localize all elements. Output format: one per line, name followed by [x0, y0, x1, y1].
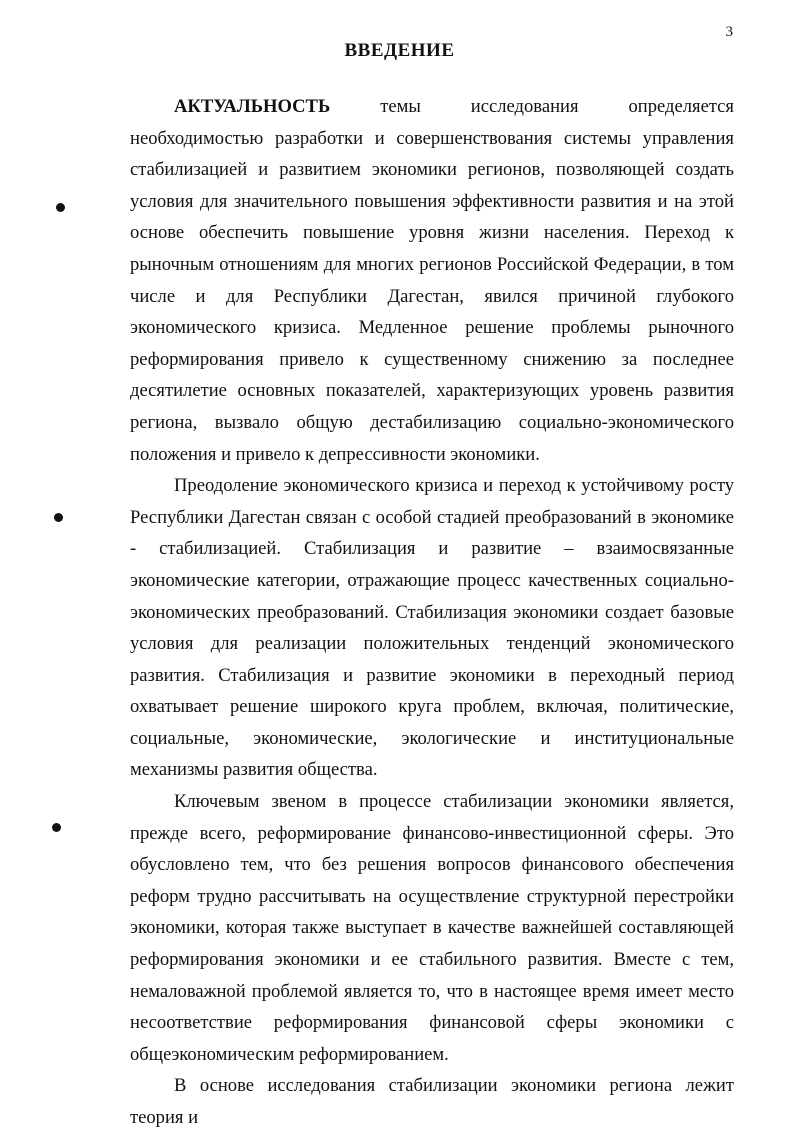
- lead-term: АКТУАЛЬНОСТЬ: [174, 96, 331, 117]
- paragraph-1: [130, 91, 734, 470]
- body-text: [130, 91, 734, 1134]
- page-number: 3: [725, 24, 733, 40]
- paragraph-2: [130, 470, 734, 786]
- section-heading: ВВЕДЕНИЕ: [344, 40, 455, 61]
- paragraph-3: [130, 786, 734, 1070]
- margin-bullet-mark: [52, 823, 61, 832]
- margin-bullet-mark: [56, 203, 65, 212]
- paragraph-text: В основе исследования стабилизации экономики региона лежит теория и: [130, 1075, 734, 1128]
- paragraph-text: Преодоление экономического кризиса и переход к устойчивому росту Республики Дагестан связан с особой стадией преобразований в экономике - стабилизацией. Стабилизация и развитие – взаимосвязанные экономические категории, отражающие процесс качественных социально-экономических преобразований. Стабилизация экономики создает базовые условия для реализации положительных тенденций экономического развития. Стабилизация и развитие экономики в переходный период охватывает решение широкого круга проблем, включая, политические, социальные, экономические, экологические и институциональные механизмы развития общества.: [130, 475, 734, 781]
- paragraph-4: [130, 1070, 734, 1133]
- paragraph-text: Ключевым звеном в процессе стабилизации экономики является, прежде всего, реформирование финансово-инвестиционной сферы. Это обусловлено тем, что без решения вопросов финансового обеспечения реформ трудно рассчитывать на осуществление структурной перестройки экономики, которая также выступает в качестве важнейшей составляющей реформирования экономики и ее стабильного развития. Вместе с тем, немаловажной проблемой является то, что в настоящее время имеет место несоответствие реформирования финансовой сферы экономики с общеэкономическим реформированием.: [130, 791, 734, 1065]
- margin-bullet-mark: [54, 513, 63, 522]
- paragraph-text: темы исследования определяется необходимостью разработки и совершенствования системы управления стабилизацией и развитием экономики регионов, позволяющей создать условия для значительного повышения эффективности развития и на этой основе обеспечить повышение уровня жизни населения. Переход к рыночным отношениям для многих регионов Российской Федерации, в том числе и для Республики Дагестан, явился причиной глубокого экономического кризиса. Медленное решение проблемы рыночного реформирования привело к существенному снижению за последнее десятилетие основных показателей, характеризующих уровень развития региона, вызвало общую дестабилизацию социально-экономического положения и привело к депрессивности экономики.: [130, 96, 734, 465]
